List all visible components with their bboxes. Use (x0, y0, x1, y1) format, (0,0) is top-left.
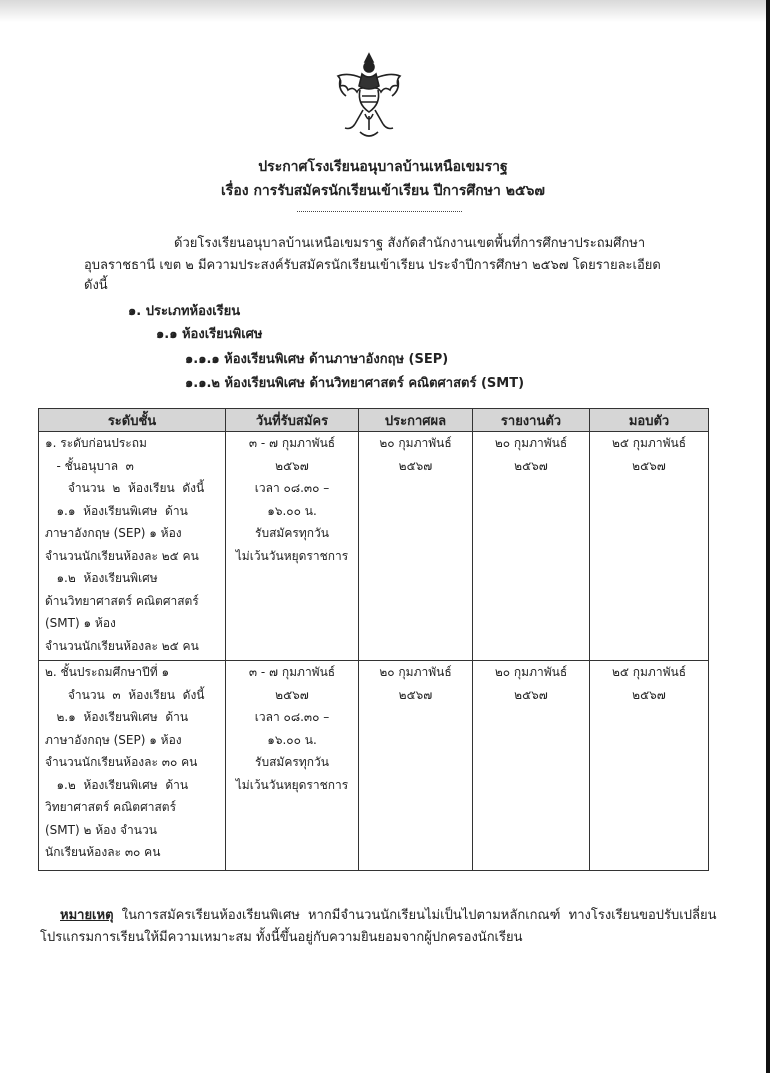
cell-line: ๒๕๖๗ (632, 458, 666, 473)
cell-line: ไม่เว้นวันหยุดราชการ (235, 548, 349, 563)
apply-date-cell (226, 661, 359, 871)
cell-line: ภาษาอังกฤษ (SEP) ๑ ห้อง (45, 732, 182, 747)
cell-line: จำนวนนักเรียนห้องละ ๒๕ คน (45, 638, 199, 653)
intro-line-2: อุบลราชธานี เขต ๒ มีความประสงค์รับสมัครนักเรียนเข้าเรียน ประจำปีการศึกษา ๒๕๖๗ โดยรายละเอียด (84, 258, 661, 273)
sep-program-heading: ๑.๑.๑ ห้องเรียนพิเศษ ด้านภาษาอังกฤษ (SEP) (185, 352, 449, 367)
cell-line: รับสมัครทุกวัน (255, 755, 329, 769)
cell-line: รับสมัครทุกวัน (255, 526, 329, 540)
cell-line: ๒๕๖๗ (514, 458, 548, 473)
garuda-emblem-icon (332, 50, 406, 142)
cell-line: ๑๖.๐๐ น. (267, 732, 317, 747)
cell-line: ๑. ระดับก่อนประถม (45, 436, 147, 450)
top-shadow (0, 0, 770, 22)
cell-line: นักเรียนห้องละ ๓๐ คน (45, 845, 161, 859)
cell-line: (SMT) ๑ ห้อง (45, 616, 116, 630)
cell-line: ๓ - ๗ กุมภาพันธ์ (248, 665, 336, 679)
report-cell (473, 432, 590, 661)
cell-line: ไม่เว้นวันหยุดราชการ (235, 777, 349, 792)
cell-line: ๒๐ กุมภาพันธ์ (494, 436, 568, 450)
section-heading: ๑. ประเภทห้องเรียน (128, 304, 241, 319)
note-text: ในการสมัครเรียนห้องเรียนพิเศษ หากมีจำนวนนักเรียนไม่เป็นไปตามหลักเกณฑ์ ทางโรงเรียนขอปรับเปลี่ยน (113, 908, 717, 923)
handover-cell (590, 661, 709, 871)
level-cell (39, 432, 226, 661)
cell-line: ๑.๑ ห้องเรียนพิเศษ ด้าน (45, 503, 188, 518)
schedule-table (38, 408, 709, 871)
smt-program-heading: ๑.๑.๒ ห้องเรียนพิเศษ ด้านวิทยาศาสตร์ คณิตศาสตร์ (SMT) (185, 376, 525, 391)
apply-date-cell (226, 432, 359, 661)
level-cell (39, 661, 226, 871)
cell-line: เวลา ๐๘.๓๐ – (254, 710, 330, 724)
header-level: ระดับชั้น (39, 409, 226, 432)
cell-line: ๒๕๖๗ (398, 458, 433, 473)
cell-line: จำนวนนักเรียนห้องละ ๓๐ คน (45, 755, 198, 769)
cell-line: ด้านวิทยาศาสตร์ คณิตศาสตร์ (45, 593, 199, 608)
cell-line: จำนวน ๒ ห้องเรียน ดังนี้ (45, 481, 205, 495)
table-row (39, 432, 709, 661)
cell-line: ๑๖.๐๐ น. (267, 503, 317, 518)
note-label: หมายเหตุ (60, 908, 114, 923)
window-edge (766, 0, 770, 1073)
cell-line: ๒๐ กุมภาพันธ์ (494, 665, 568, 679)
cell-line: วิทยาศาสตร์ คณิตศาสตร์ (45, 800, 177, 814)
note-line-1 (60, 904, 716, 925)
note-line-2: โปรแกรมการเรียนให้มีความเหมาะสม ทั้งนี้ขึ้นอยู่กับความยินยอมจากผู้ปกครองนักเรียน (40, 930, 523, 945)
cell-line: ๓ - ๗ กุมภาพันธ์ (248, 436, 336, 450)
report-cell (473, 661, 590, 871)
cell-line: ๒๕๖๗ (398, 687, 433, 702)
cell-line: ๒.๑ ห้องเรียนพิเศษ ด้าน (45, 710, 189, 724)
subsection-heading: ๑.๑ ห้องเรียนพิเศษ (156, 327, 263, 342)
header-handover: มอบตัว (590, 409, 709, 432)
intro-line-3: ดังนี้ (84, 278, 108, 293)
cell-line: ๒๐ กุมภาพันธ์ (379, 665, 452, 679)
dotted-divider (297, 211, 462, 212)
cell-line: ๑.๒ ห้องเรียนพิเศษ (45, 571, 158, 585)
cell-line: ๒๕๖๗ (514, 687, 548, 702)
table-row (39, 661, 709, 871)
cell-line: ๒๕ กุมภาพันธ์ (611, 665, 687, 679)
cell-line: จำนวนนักเรียนห้องละ ๒๕ คน (45, 548, 199, 563)
cell-line: ๒๕ กุมภาพันธ์ (611, 436, 687, 450)
announcement-subject: เรื่อง การรับสมัครนักเรียนเข้าเรียน ปีการศึกษา ๒๕๖๗ (221, 183, 545, 199)
announce-cell (359, 432, 473, 661)
cell-line: ภาษาอังกฤษ (SEP) ๑ ห้อง (45, 526, 182, 540)
cell-line: เวลา ๐๘.๓๐ – (254, 481, 330, 495)
cell-line: ๒๐ กุมภาพันธ์ (379, 436, 452, 450)
cell-line: ๒๕๖๗ (632, 687, 666, 702)
cell-line: ๒. ชั้นประถมศึกษาปีที่ ๑ (45, 665, 170, 679)
cell-line: ๒๕๖๗ (275, 458, 309, 473)
header-apply-date: วันที่รับสมัคร (226, 409, 359, 432)
cell-line: ๒๕๖๗ (275, 687, 309, 702)
cell-line: จำนวน ๓ ห้องเรียน ดังนี้ (45, 687, 205, 702)
header-announce: ประกาศผล (359, 409, 473, 432)
cell-line: - ชั้นอนุบาล ๓ (45, 458, 134, 473)
announce-cell (359, 661, 473, 871)
intro-line-1: ด้วยโรงเรียนอนุบาลบ้านเหนือเขมราฐ สังกัดสำนักงานเขตพื้นที่การศึกษาประถมศึกษา (174, 236, 646, 251)
announcement-title: ประกาศโรงเรียนอนุบาลบ้านเหนือเขมราฐ (258, 159, 508, 175)
cell-line: ๑.๒ ห้องเรียนพิเศษ ด้าน (45, 777, 189, 792)
table-header-row (39, 409, 709, 432)
header-report: รายงานตัว (473, 409, 590, 432)
cell-line: (SMT) ๒ ห้อง จำนวน (45, 822, 157, 837)
handover-cell (590, 432, 709, 661)
